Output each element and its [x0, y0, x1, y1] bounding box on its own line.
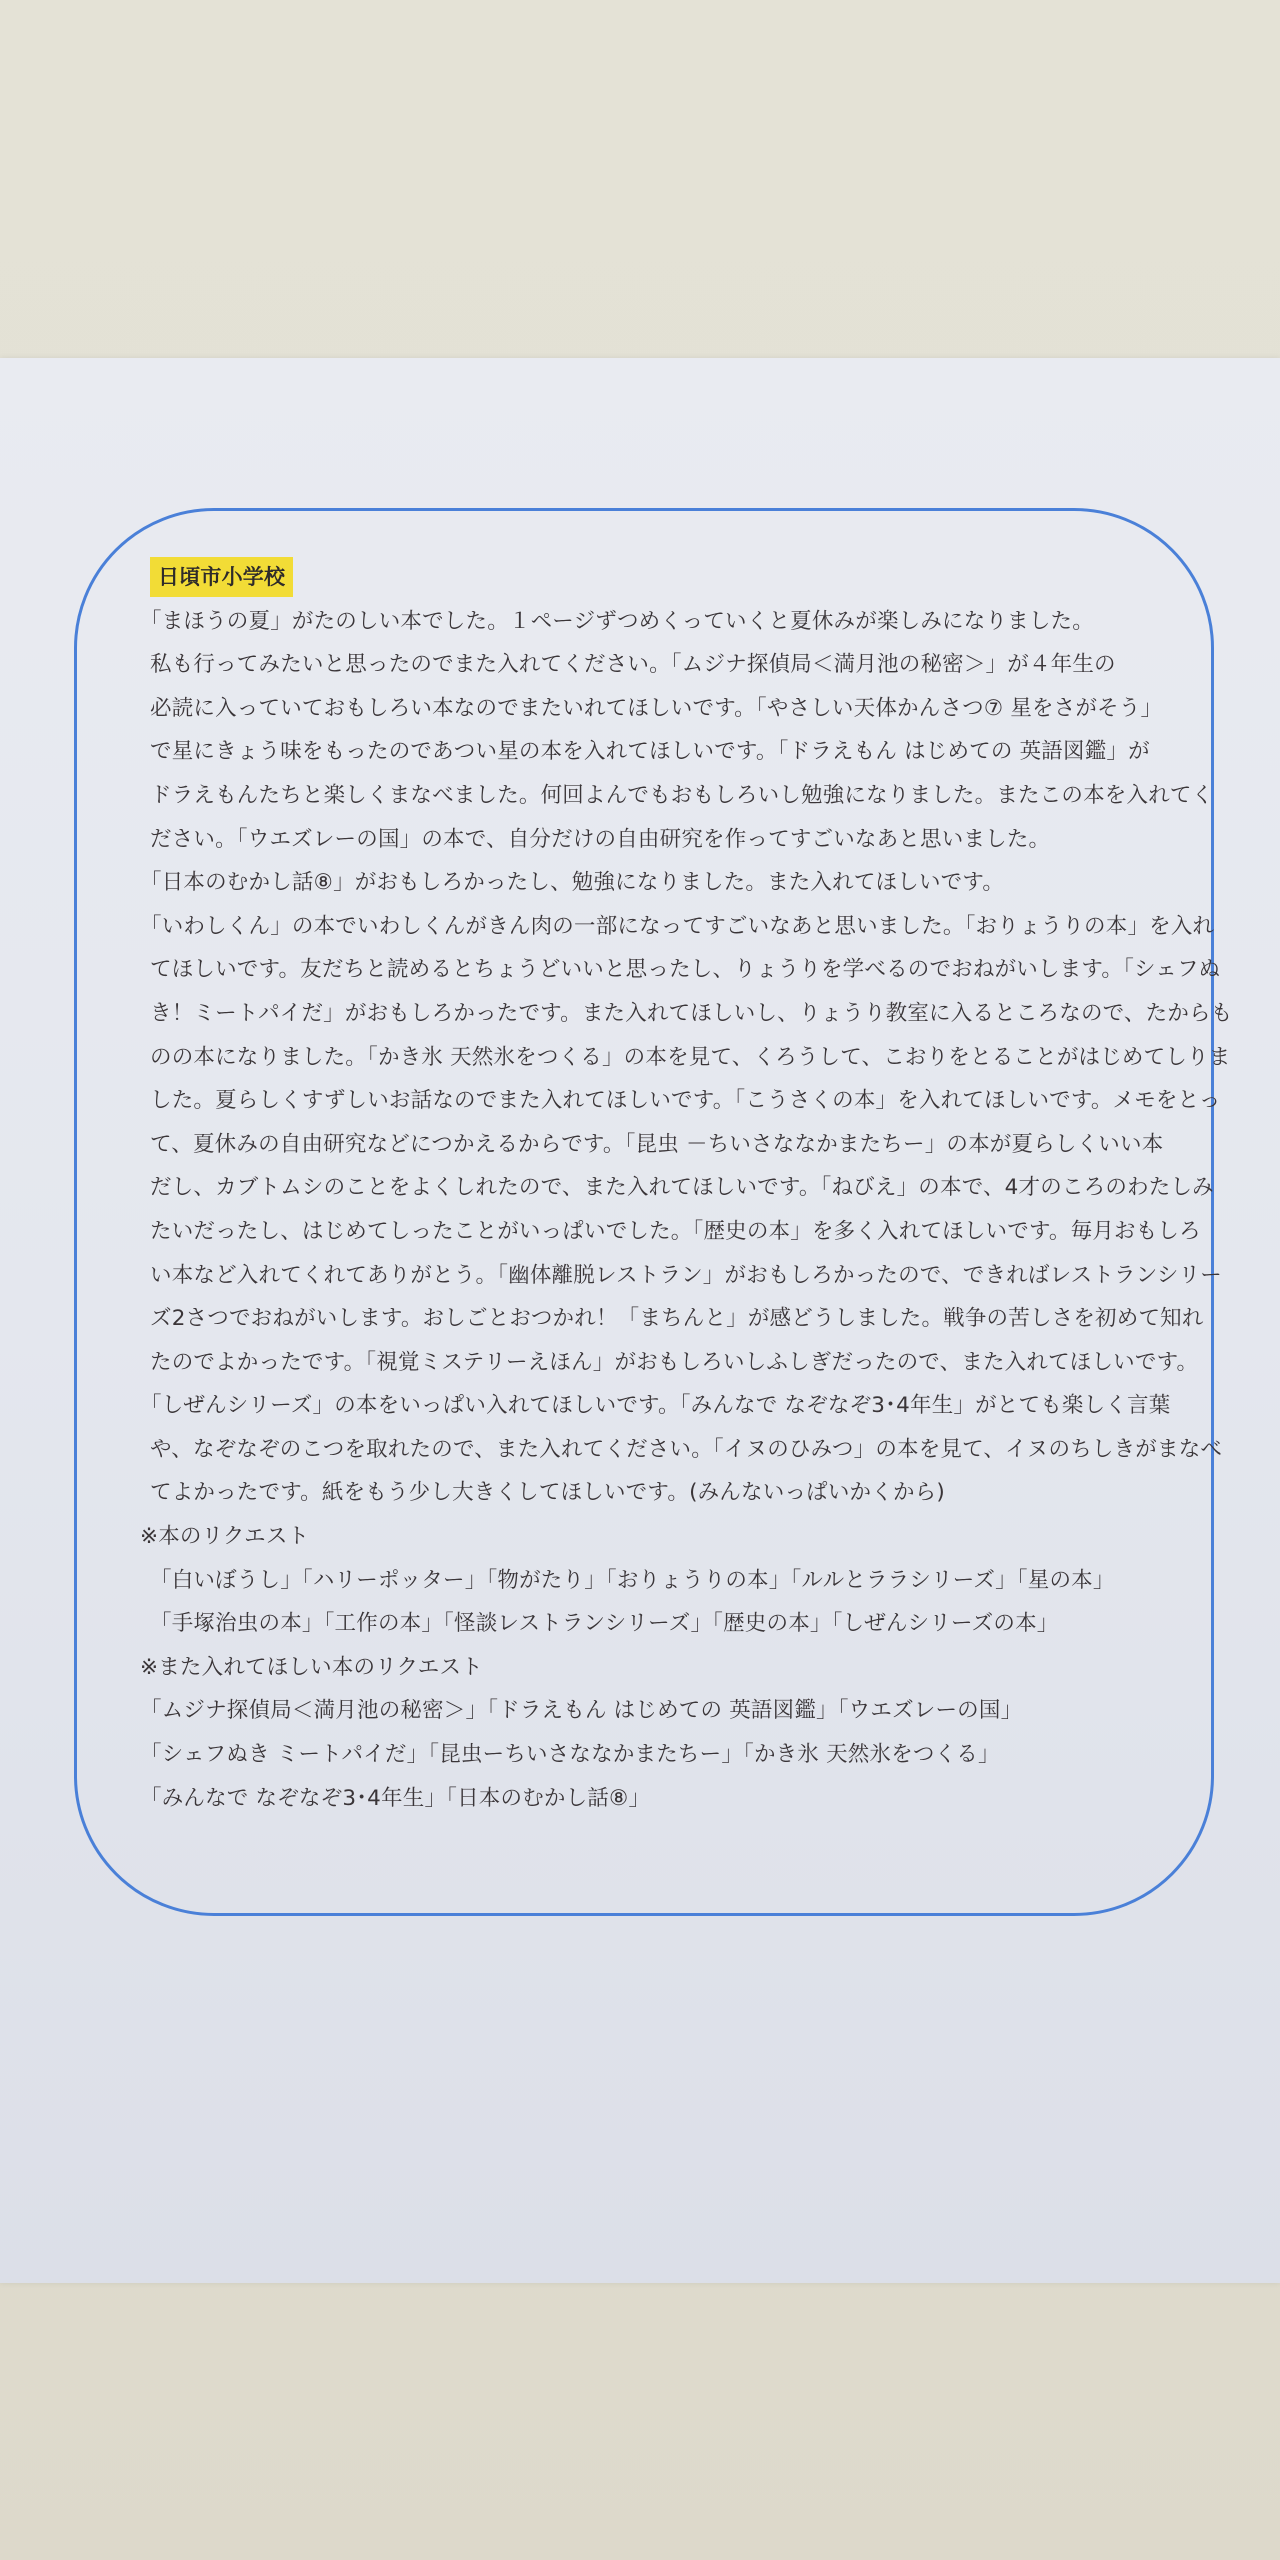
body-line: ズ2さつでおねがいします。おしごとおつかれ！「まちんと」が感どうしました。戦争の苦しさを初めて知れ: [150, 1306, 1204, 1332]
body-line: だし、カブトムシのことをよくしれたので、また入れてほしいです。「ねびえ」の本で、4才のころのわたしみ: [150, 1175, 1214, 1201]
again-request-heading: ※また入れてほしい本のリクエスト: [140, 1654, 483, 1680]
body-line: した。夏らしくすずしいお話なのでまた入れてほしいです。「こうさくの本」を入れてほしいです。メモをとっ: [150, 1088, 1221, 1114]
body-line: き！ミートパイだ」がおもしろかったです。また入れてほしいし、りょうり教室に入るところなので、たからも: [150, 1000, 1233, 1026]
body-line: 「まほうの夏」がたのしい本でした。１ページずつめくっていくと夏休みが楽しみになりました。: [140, 608, 1094, 634]
body-line: てほしいです。友だちと読めるとちょうどいいと思ったし、りょうりを学べるのでおねがいします。「シェフぬ: [150, 957, 1221, 983]
body-line: ドラえもんたちと楽しくまなべました。何回よんでもおもしろいし勉強になりました。またこの本を入れてく: [150, 782, 1214, 808]
body-line: い本など入れてくれてありがとう。「幽体離脱レストラン」がおもしろかったので、できればレストランシリー: [150, 1262, 1222, 1288]
body-line: たのでよかったです。「視覚ミステリーえほん」がおもしろいしふしぎだったので、また入れてほしいです。: [150, 1349, 1199, 1375]
body-line: てよかったです。紙をもう少し大きくしてほしいです。(みんないっぱいかくから): [150, 1480, 945, 1506]
letter-content: [140, 556, 1233, 1820]
body-line: 必読に入っていておもしろい本なのでまたいれてほしいです。「やさしい天体かんさつ⑦ 星をさがそう」: [150, 695, 1163, 721]
school-name-label: 日頃市小学校: [150, 557, 293, 597]
body-line: で星にきょう味をもったのであつい星の本を入れてほしいです。「ドラえもん はじめての 英語図鑑」が: [150, 739, 1150, 765]
body-line: たいだったし、はじめてしったことがいっぱいでした。「歴史の本」を多く入れてほしいです。毎月おもしろ: [150, 1218, 1201, 1244]
letter-body: [140, 600, 1233, 1515]
body-line: や、なぞなぞのこつを取れたので、また入れてください。「イヌのひみつ」の本を見て、イヌのちしきがまなべ: [150, 1436, 1223, 1462]
body-line: のの本になりました。「かき氷 天然氷をつくる」の本を見て、くろうして、こおりをとることがはじめてしりま: [150, 1044, 1231, 1070]
body-line: 「しぜんシリーズ」の本をいっぱい入れてほしいです。「みんなで なぞなぞ3･4年生」がとても楽しく言葉: [140, 1393, 1171, 1419]
again-request-line: 「みんなで なぞなぞ3･4年生」「日本のむかし話⑧」: [140, 1785, 651, 1811]
body-line: 「いわしくん」の本でいわしくんがきん肉の一部になってすごいなあと思いました。「おりょうりの本」を入れ: [140, 913, 1215, 939]
body-line: て、夏休みの自由研究などにつかえるからです。「昆虫 －ちいさななかまたちー」の本が夏らしくいい本: [150, 1131, 1164, 1157]
again-request-line: 「ムジナ探偵局＜満月池の秘密＞」「ドラえもん はじめての 英語図鑑」「ウエズレーの国」: [140, 1698, 1023, 1724]
body-line: ださい。「ウエズレーの国」の本で、自分だけの自由研究を作ってすごいなあと思いました。: [150, 826, 1051, 852]
request-heading: ※本のリクエスト: [140, 1524, 310, 1550]
body-line: 私も行ってみたいと思ったのでまた入れてください。「ムジナ探偵局＜満月池の秘密＞」が４年生の: [150, 652, 1116, 678]
request-line: 「白いぼうし」「ハリーポッター」「物がたり」「おりょうりの本」「ルルとララシリーズ」「星の本」: [150, 1567, 1115, 1593]
again-request-line: 「シェフぬき ミートパイだ」「昆虫ーちいさななかまたちー」「かき氷 天然氷をつくる」: [140, 1742, 1000, 1768]
request-line: 「手塚治虫の本」「工作の本」「怪談レストランシリーズ」「歴史の本」「しぜんシリーズの本」: [150, 1611, 1059, 1637]
body-line: 「日本のむかし話⑧」がおもしろかったし、勉強になりました。また入れてほしいです。: [140, 870, 1005, 896]
